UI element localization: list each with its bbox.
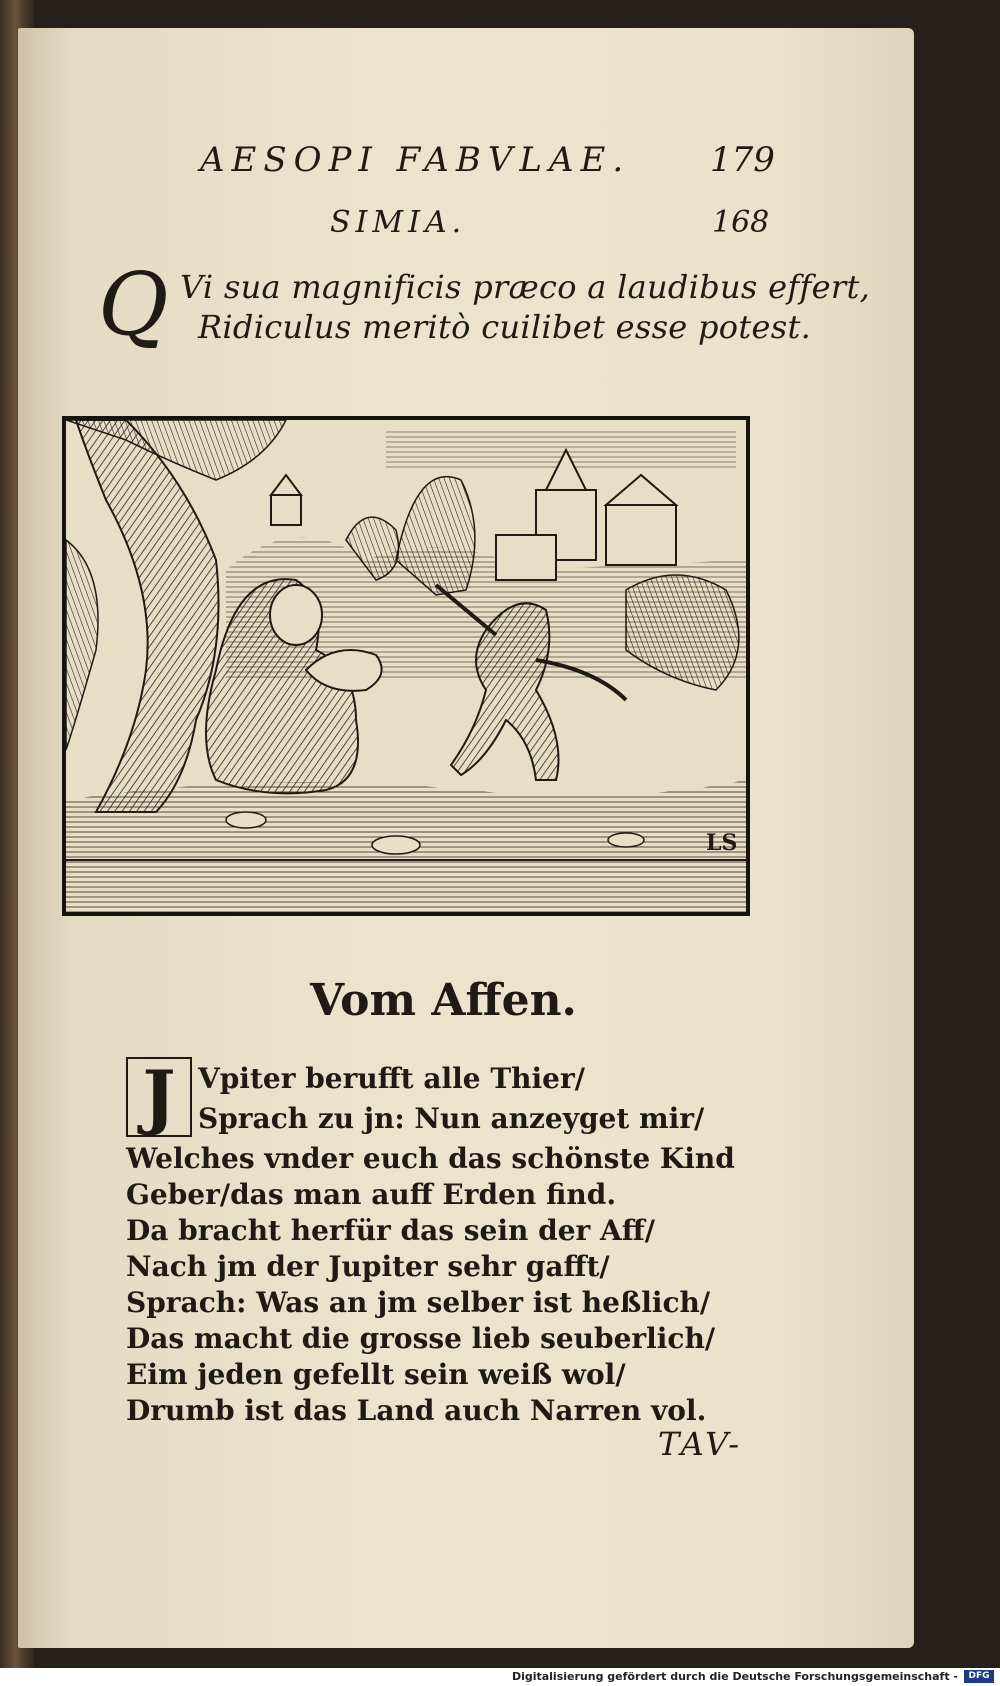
- german-verse-line: Welches vnder euch das schönste Kind: [126, 1142, 735, 1175]
- german-initial: J: [126, 1057, 192, 1137]
- german-verse-line: Geber/das man auff Erden find.: [126, 1178, 617, 1211]
- fable-number: 168: [712, 205, 770, 240]
- catchword: TAV-: [658, 1425, 743, 1463]
- woodcut-monogram: LS: [706, 830, 738, 856]
- funding-credit: Digitalisierung gefördert durch die Deutsche Forschungsgemeinschaft -: [511, 1670, 958, 1683]
- german-verse-line: Eim jeden gefellt sein weiß wol/: [126, 1358, 626, 1391]
- german-verse-line: Nach jm der Jupiter sehr gafft/: [126, 1250, 610, 1283]
- german-verse-line: Drumb ist das Land auch Narren vol.: [126, 1394, 707, 1427]
- german-verse-line: Sprach zu jn: Nun anzeyget mir/: [198, 1102, 705, 1135]
- woodcut-illustration: [62, 416, 750, 916]
- german-heading: Vom Affen.: [310, 975, 577, 1026]
- digitization-footer: [0, 1668, 1000, 1686]
- latin-verse-line: Ridiculus meritò cuilibet esse potest.: [198, 308, 812, 346]
- latin-initial: Q: [98, 255, 169, 355]
- running-title: AESOPI FABVLAE.: [200, 140, 631, 180]
- german-verse-line: Vpiter berufft alle Thier/: [198, 1062, 585, 1095]
- dfg-logo: DFG: [964, 1670, 994, 1683]
- german-verse-line: Das macht die grosse lieb seuberlich/: [126, 1322, 716, 1355]
- page-number: 179: [710, 140, 775, 180]
- woodcut-drawing: [66, 420, 746, 912]
- fable-title: SIMIA.: [330, 205, 467, 240]
- german-verse-line: Sprach: Was an jm selber ist heßlich/: [126, 1286, 711, 1319]
- latin-verse-line: Vi sua magnificis præco a laudibus effert,: [180, 268, 871, 306]
- german-verse-line: Da bracht herfür das sein der Aff/: [126, 1214, 655, 1247]
